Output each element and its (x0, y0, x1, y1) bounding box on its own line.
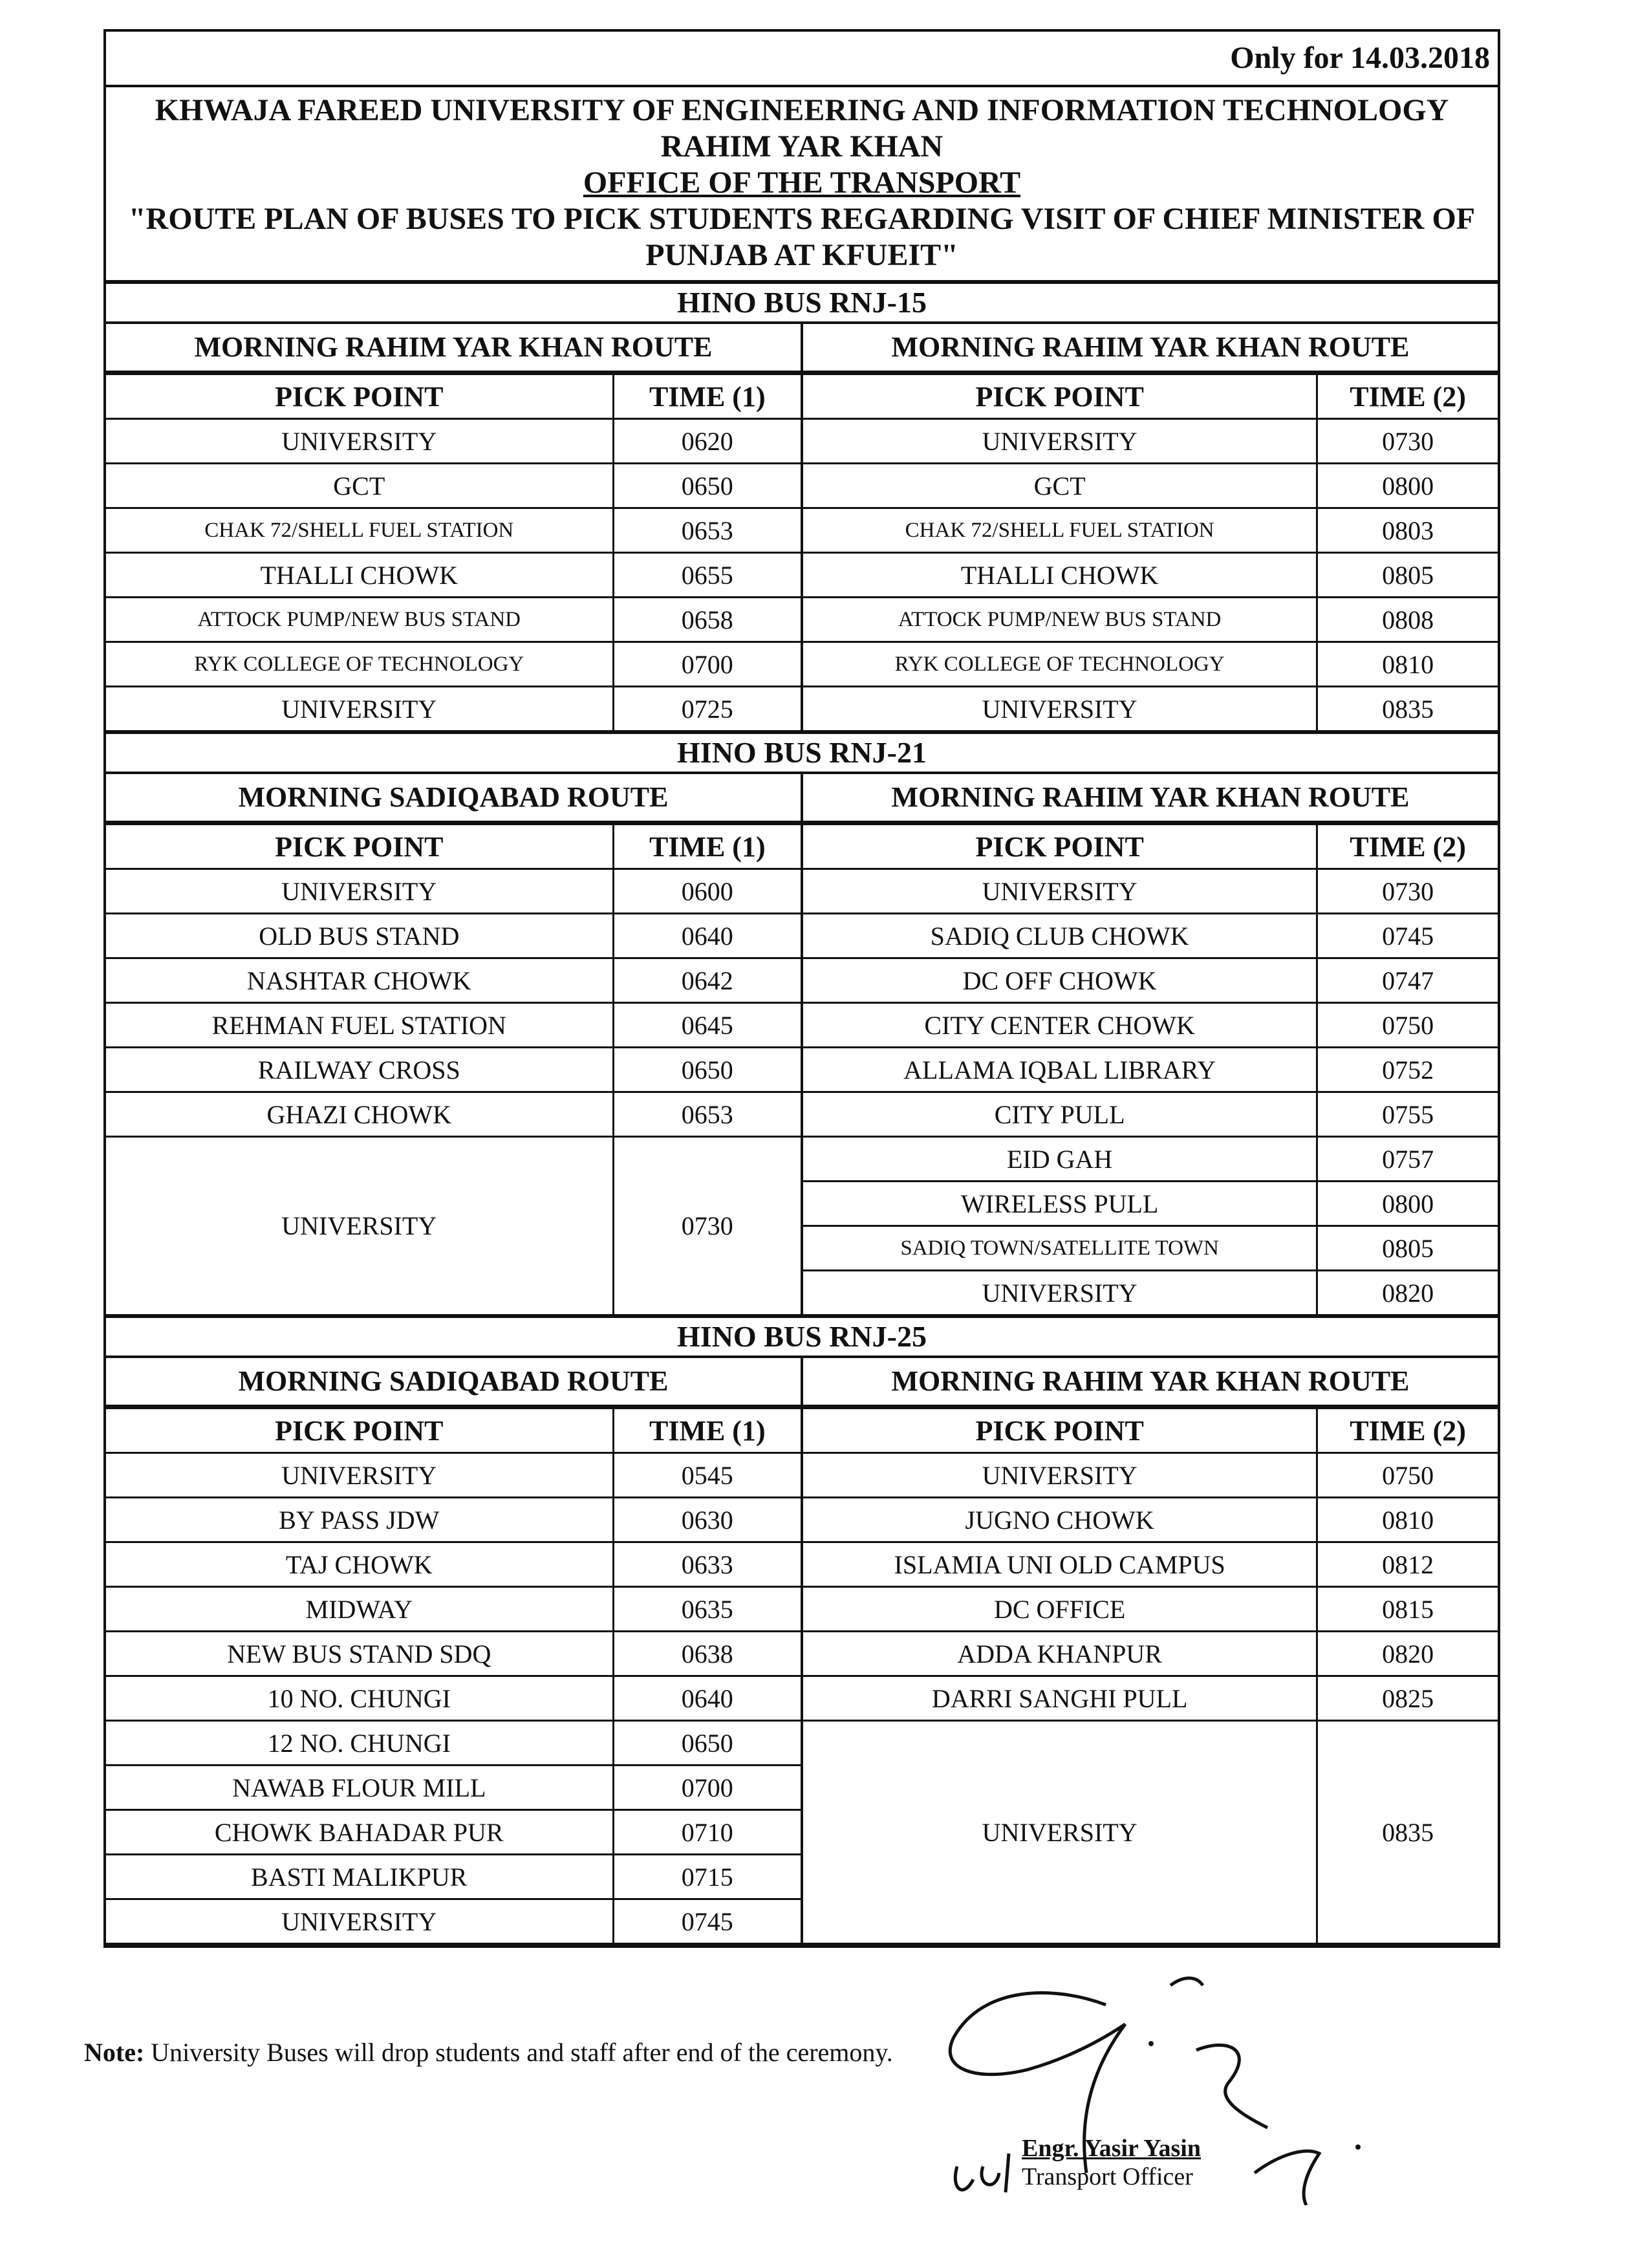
time-cell: 0642 (613, 958, 801, 1003)
pick-point-cell: ADDA KHANPUR (803, 1632, 1317, 1676)
schedule-table (106, 1407, 801, 1943)
pick-point-cell: 10 NO. CHUNGI (106, 1676, 613, 1721)
table-row (803, 1271, 1498, 1315)
time-cell: 0750 (1317, 1003, 1498, 1048)
table-row (106, 1048, 801, 1092)
pick-point-cell: CITY PULL (803, 1092, 1317, 1137)
table-row (106, 1542, 801, 1587)
schedule-table (803, 1407, 1498, 1943)
table-row (106, 1003, 801, 1048)
pick-point-header: PICK POINT (106, 825, 613, 869)
document-title-line-1: "ROUTE PLAN OF BUSES TO PICK STUDENTS REGARDING VISIT OF CHIEF MINISTER OF (128, 202, 1476, 236)
schedule-table (803, 373, 1498, 730)
pick-point-cell: SADIQ TOWN/SATELLITE TOWN (803, 1226, 1317, 1271)
time-cell: 0635 (613, 1587, 801, 1632)
table-row (803, 1226, 1498, 1271)
time-cell: 0658 (613, 598, 801, 642)
table-row (106, 419, 801, 464)
table-row (106, 508, 801, 553)
route-left (106, 324, 801, 730)
route-title: MORNING RAHIM YAR KHAN ROUTE (803, 1358, 1498, 1407)
time-cell: 0835 (1317, 1721, 1498, 1943)
pick-point-cell: UNIVERSITY (803, 1271, 1317, 1315)
time-cell: 0700 (613, 1766, 801, 1810)
pick-point-cell: DC OFF CHOWK (803, 958, 1317, 1003)
time-cell: 0820 (1317, 1632, 1498, 1676)
signatory-name: Engr. Yasir Yasin (1022, 2135, 1202, 2162)
pick-point-cell: CHOWK BAHADAR PUR (106, 1810, 613, 1855)
note-text: University Buses will drop students and staff after end of the ceremony. (144, 2038, 893, 2067)
time-cell: 0650 (613, 1721, 801, 1766)
table-row (803, 553, 1498, 598)
time-cell: 0812 (1317, 1542, 1498, 1587)
route-title: MORNING SADIQABAD ROUTE (106, 774, 801, 823)
pick-point-cell: CHAK 72/SHELL FUEL STATION (803, 508, 1317, 553)
pick-point-cell: RYK COLLEGE OF TECHNOLOGY (803, 642, 1317, 687)
note-label: Note: (84, 2038, 145, 2067)
time-cell: 0800 (1317, 1182, 1498, 1226)
time-cell: 0805 (1317, 553, 1498, 598)
bus-routes (106, 324, 1498, 733)
time-cell: 0645 (613, 1003, 801, 1048)
pick-point-cell: GHAZI CHOWK (106, 1092, 613, 1137)
time-header: TIME (2) (1317, 825, 1498, 869)
pick-point-cell: UNIVERSITY (106, 869, 613, 914)
pick-point-cell: DC OFFICE (803, 1587, 1317, 1632)
bus-sections (106, 283, 1498, 1945)
pick-point-cell: REHMAN FUEL STATION (106, 1003, 613, 1048)
pick-point-cell: 12 NO. CHUNGI (106, 1721, 613, 1766)
university-name: KHWAJA FAREED UNIVERSITY OF ENGINEERING AND INFORMATION TECHNOLOGY (155, 93, 1449, 127)
table-row (106, 1453, 801, 1498)
pick-point-header: PICK POINT (803, 1409, 1317, 1453)
route-title: MORNING RAHIM YAR KHAN ROUTE (803, 324, 1498, 373)
time-cell: 0808 (1317, 598, 1498, 642)
time-cell: 0620 (613, 419, 801, 464)
time-cell: 0803 (1317, 508, 1498, 553)
route-right (801, 324, 1498, 730)
pick-point-cell: UNIVERSITY (803, 869, 1317, 914)
table-row (803, 642, 1498, 687)
time-cell: 0710 (613, 1810, 801, 1855)
time-cell: 0633 (613, 1542, 801, 1587)
table-row (106, 958, 801, 1003)
table-row (803, 1092, 1498, 1137)
time-header: TIME (2) (1317, 1409, 1498, 1453)
table-row (803, 1453, 1498, 1498)
time-cell: 0640 (613, 1676, 801, 1721)
table-row (803, 1137, 1498, 1182)
table-row (106, 914, 801, 958)
time-cell: 0715 (613, 1855, 801, 1899)
time-cell: 0835 (1317, 687, 1498, 731)
pick-point-cell: THALLI CHOWK (803, 553, 1317, 598)
time-cell: 0653 (613, 508, 801, 553)
table-row (106, 642, 801, 687)
pick-point-header: PICK POINT (106, 1409, 613, 1453)
table-row (803, 1632, 1498, 1676)
time-header: TIME (1) (613, 825, 801, 869)
pick-point-cell: RAILWAY CROSS (106, 1048, 613, 1092)
pick-point-header: PICK POINT (803, 825, 1317, 869)
footer-note (84, 2037, 893, 2068)
pick-point-cell: ALLAMA IQBAL LIBRARY (803, 1048, 1317, 1092)
time-cell: 0755 (1317, 1092, 1498, 1137)
bus-title: HINO BUS RNJ-15 (106, 283, 1498, 324)
table-row (803, 1587, 1498, 1632)
time-cell: 0700 (613, 642, 801, 687)
time-header: TIME (1) (613, 374, 801, 419)
table-row (803, 508, 1498, 553)
time-cell: 0820 (1317, 1271, 1498, 1315)
pick-point-cell: UNIVERSITY (803, 419, 1317, 464)
bus-routes (106, 774, 1498, 1317)
document-title-line-2: PUNJAB AT KFUEIT" (645, 238, 958, 272)
time-cell: 0747 (1317, 958, 1498, 1003)
office-name: OFFICE OF THE TRANSPORT (583, 166, 1021, 200)
time-cell: 0730 (1317, 869, 1498, 914)
pick-point-cell: UNIVERSITY (106, 1137, 613, 1315)
pick-point-cell: UNIVERSITY (106, 1899, 613, 1943)
time-cell: 0630 (613, 1498, 801, 1542)
time-cell: 0805 (1317, 1226, 1498, 1271)
time-header: TIME (2) (1317, 374, 1498, 419)
route-title: MORNING RAHIM YAR KHAN ROUTE (106, 324, 801, 373)
table-row (803, 1182, 1498, 1226)
pick-point-cell: JUGNO CHOWK (803, 1498, 1317, 1542)
pick-point-cell: UNIVERSITY (106, 1453, 613, 1498)
pick-point-cell: NASHTAR CHOWK (106, 958, 613, 1003)
table-row (106, 1498, 801, 1542)
pick-point-cell: SADIQ CLUB CHOWK (803, 914, 1317, 958)
pick-point-cell: ATTOCK PUMP/NEW BUS STAND (106, 598, 613, 642)
pick-point-cell: TAJ CHOWK (106, 1542, 613, 1587)
table-row (106, 1676, 801, 1721)
document-header (106, 87, 1498, 283)
pick-point-cell: CITY CENTER CHOWK (803, 1003, 1317, 1048)
table-row (803, 598, 1498, 642)
pick-point-cell: GCT (803, 464, 1317, 508)
pick-point-cell: BASTI MALIKPUR (106, 1855, 613, 1899)
table-row (106, 687, 801, 731)
time-cell: 0815 (1317, 1587, 1498, 1632)
pick-point-cell: BY PASS JDW (106, 1498, 613, 1542)
route-title: MORNING RAHIM YAR KHAN ROUTE (803, 774, 1498, 823)
pick-point-cell: NEW BUS STAND SDQ (106, 1632, 613, 1676)
route-title: MORNING SADIQABAD ROUTE (106, 1358, 801, 1407)
route-right (801, 1358, 1498, 1943)
pick-point-cell: DARRI SANGHI PULL (803, 1676, 1317, 1721)
pick-point-cell: UNIVERSITY (803, 1721, 1317, 1943)
time-cell: 0810 (1317, 642, 1498, 687)
time-cell: 0638 (613, 1632, 801, 1676)
table-row (106, 869, 801, 914)
pick-point-header: PICK POINT (106, 374, 613, 419)
time-header: TIME (1) (613, 1409, 801, 1453)
table-row (106, 1632, 801, 1676)
pick-point-cell: NAWAB FLOUR MILL (106, 1766, 613, 1810)
table-row (803, 914, 1498, 958)
schedule-table (106, 373, 801, 730)
pick-point-cell: UNIVERSITY (803, 1453, 1317, 1498)
time-cell: 0640 (613, 914, 801, 958)
time-cell: 0653 (613, 1092, 801, 1137)
time-cell: 0650 (613, 1048, 801, 1092)
table-row (803, 1003, 1498, 1048)
table-row (803, 1498, 1498, 1542)
time-cell: 0650 (613, 464, 801, 508)
time-cell: 0655 (613, 553, 801, 598)
table-row (803, 958, 1498, 1003)
route-left (106, 1358, 801, 1943)
table-row (803, 464, 1498, 508)
time-cell: 0825 (1317, 1676, 1498, 1721)
pick-point-cell: MIDWAY (106, 1587, 613, 1632)
date-note: Only for 14.03.2018 (106, 32, 1498, 87)
pick-point-cell: CHAK 72/SHELL FUEL STATION (106, 508, 613, 553)
table-row (106, 1766, 801, 1810)
table-row (106, 1899, 801, 1943)
pick-point-cell: UNIVERSITY (803, 687, 1317, 731)
table-row (106, 1810, 801, 1855)
bus-title: HINO BUS RNJ-21 (106, 733, 1498, 774)
table-row (106, 464, 801, 508)
table-row (106, 1721, 801, 1766)
table-row (106, 553, 801, 598)
signatory-title: Transport Officer (1022, 2163, 1193, 2190)
table-row (106, 598, 801, 642)
bus-routes (106, 1358, 1498, 1945)
table-row (106, 1137, 801, 1315)
table-row (803, 1676, 1498, 1721)
pick-point-cell: EID GAH (803, 1137, 1317, 1182)
signatory-block (1022, 2134, 1293, 2191)
time-cell: 0810 (1317, 1498, 1498, 1542)
table-row (106, 1092, 801, 1137)
table-row (803, 869, 1498, 914)
pick-point-cell: THALLI CHOWK (106, 553, 613, 598)
route-right (801, 774, 1498, 1314)
pick-point-cell: WIRELESS PULL (803, 1182, 1317, 1226)
time-cell: 0730 (1317, 419, 1498, 464)
time-cell: 0745 (1317, 914, 1498, 958)
table-row (803, 1542, 1498, 1587)
pick-point-cell: ATTOCK PUMP/NEW BUS STAND (803, 598, 1317, 642)
table-row (106, 1587, 801, 1632)
table-row (803, 1721, 1498, 1943)
route-plan-document (103, 29, 1500, 1948)
time-cell: 0800 (1317, 464, 1498, 508)
time-cell: 0750 (1317, 1453, 1498, 1498)
pick-point-cell: ISLAMIA UNI OLD CAMPUS (803, 1542, 1317, 1587)
pick-point-cell: GCT (106, 464, 613, 508)
route-left (106, 774, 801, 1314)
time-cell: 0745 (613, 1899, 801, 1943)
schedule-table (106, 823, 801, 1314)
pick-point-cell: OLD BUS STAND (106, 914, 613, 958)
time-cell: 0730 (613, 1137, 801, 1315)
pick-point-cell: UNIVERSITY (106, 419, 613, 464)
time-cell: 0725 (613, 687, 801, 731)
time-cell: 0757 (1317, 1137, 1498, 1182)
pick-point-cell: UNIVERSITY (106, 687, 613, 731)
pick-point-cell: RYK COLLEGE OF TECHNOLOGY (106, 642, 613, 687)
city-name: RAHIM YAR KHAN (660, 129, 943, 164)
table-row (803, 1048, 1498, 1092)
table-row (106, 1855, 801, 1899)
table-row (803, 419, 1498, 464)
time-cell: 0752 (1317, 1048, 1498, 1092)
pick-point-header: PICK POINT (803, 374, 1317, 419)
table-row (803, 687, 1498, 731)
bus-title: HINO BUS RNJ-25 (106, 1317, 1498, 1358)
schedule-table (803, 823, 1498, 1314)
time-cell: 0600 (613, 869, 801, 914)
time-cell: 0545 (613, 1453, 801, 1498)
